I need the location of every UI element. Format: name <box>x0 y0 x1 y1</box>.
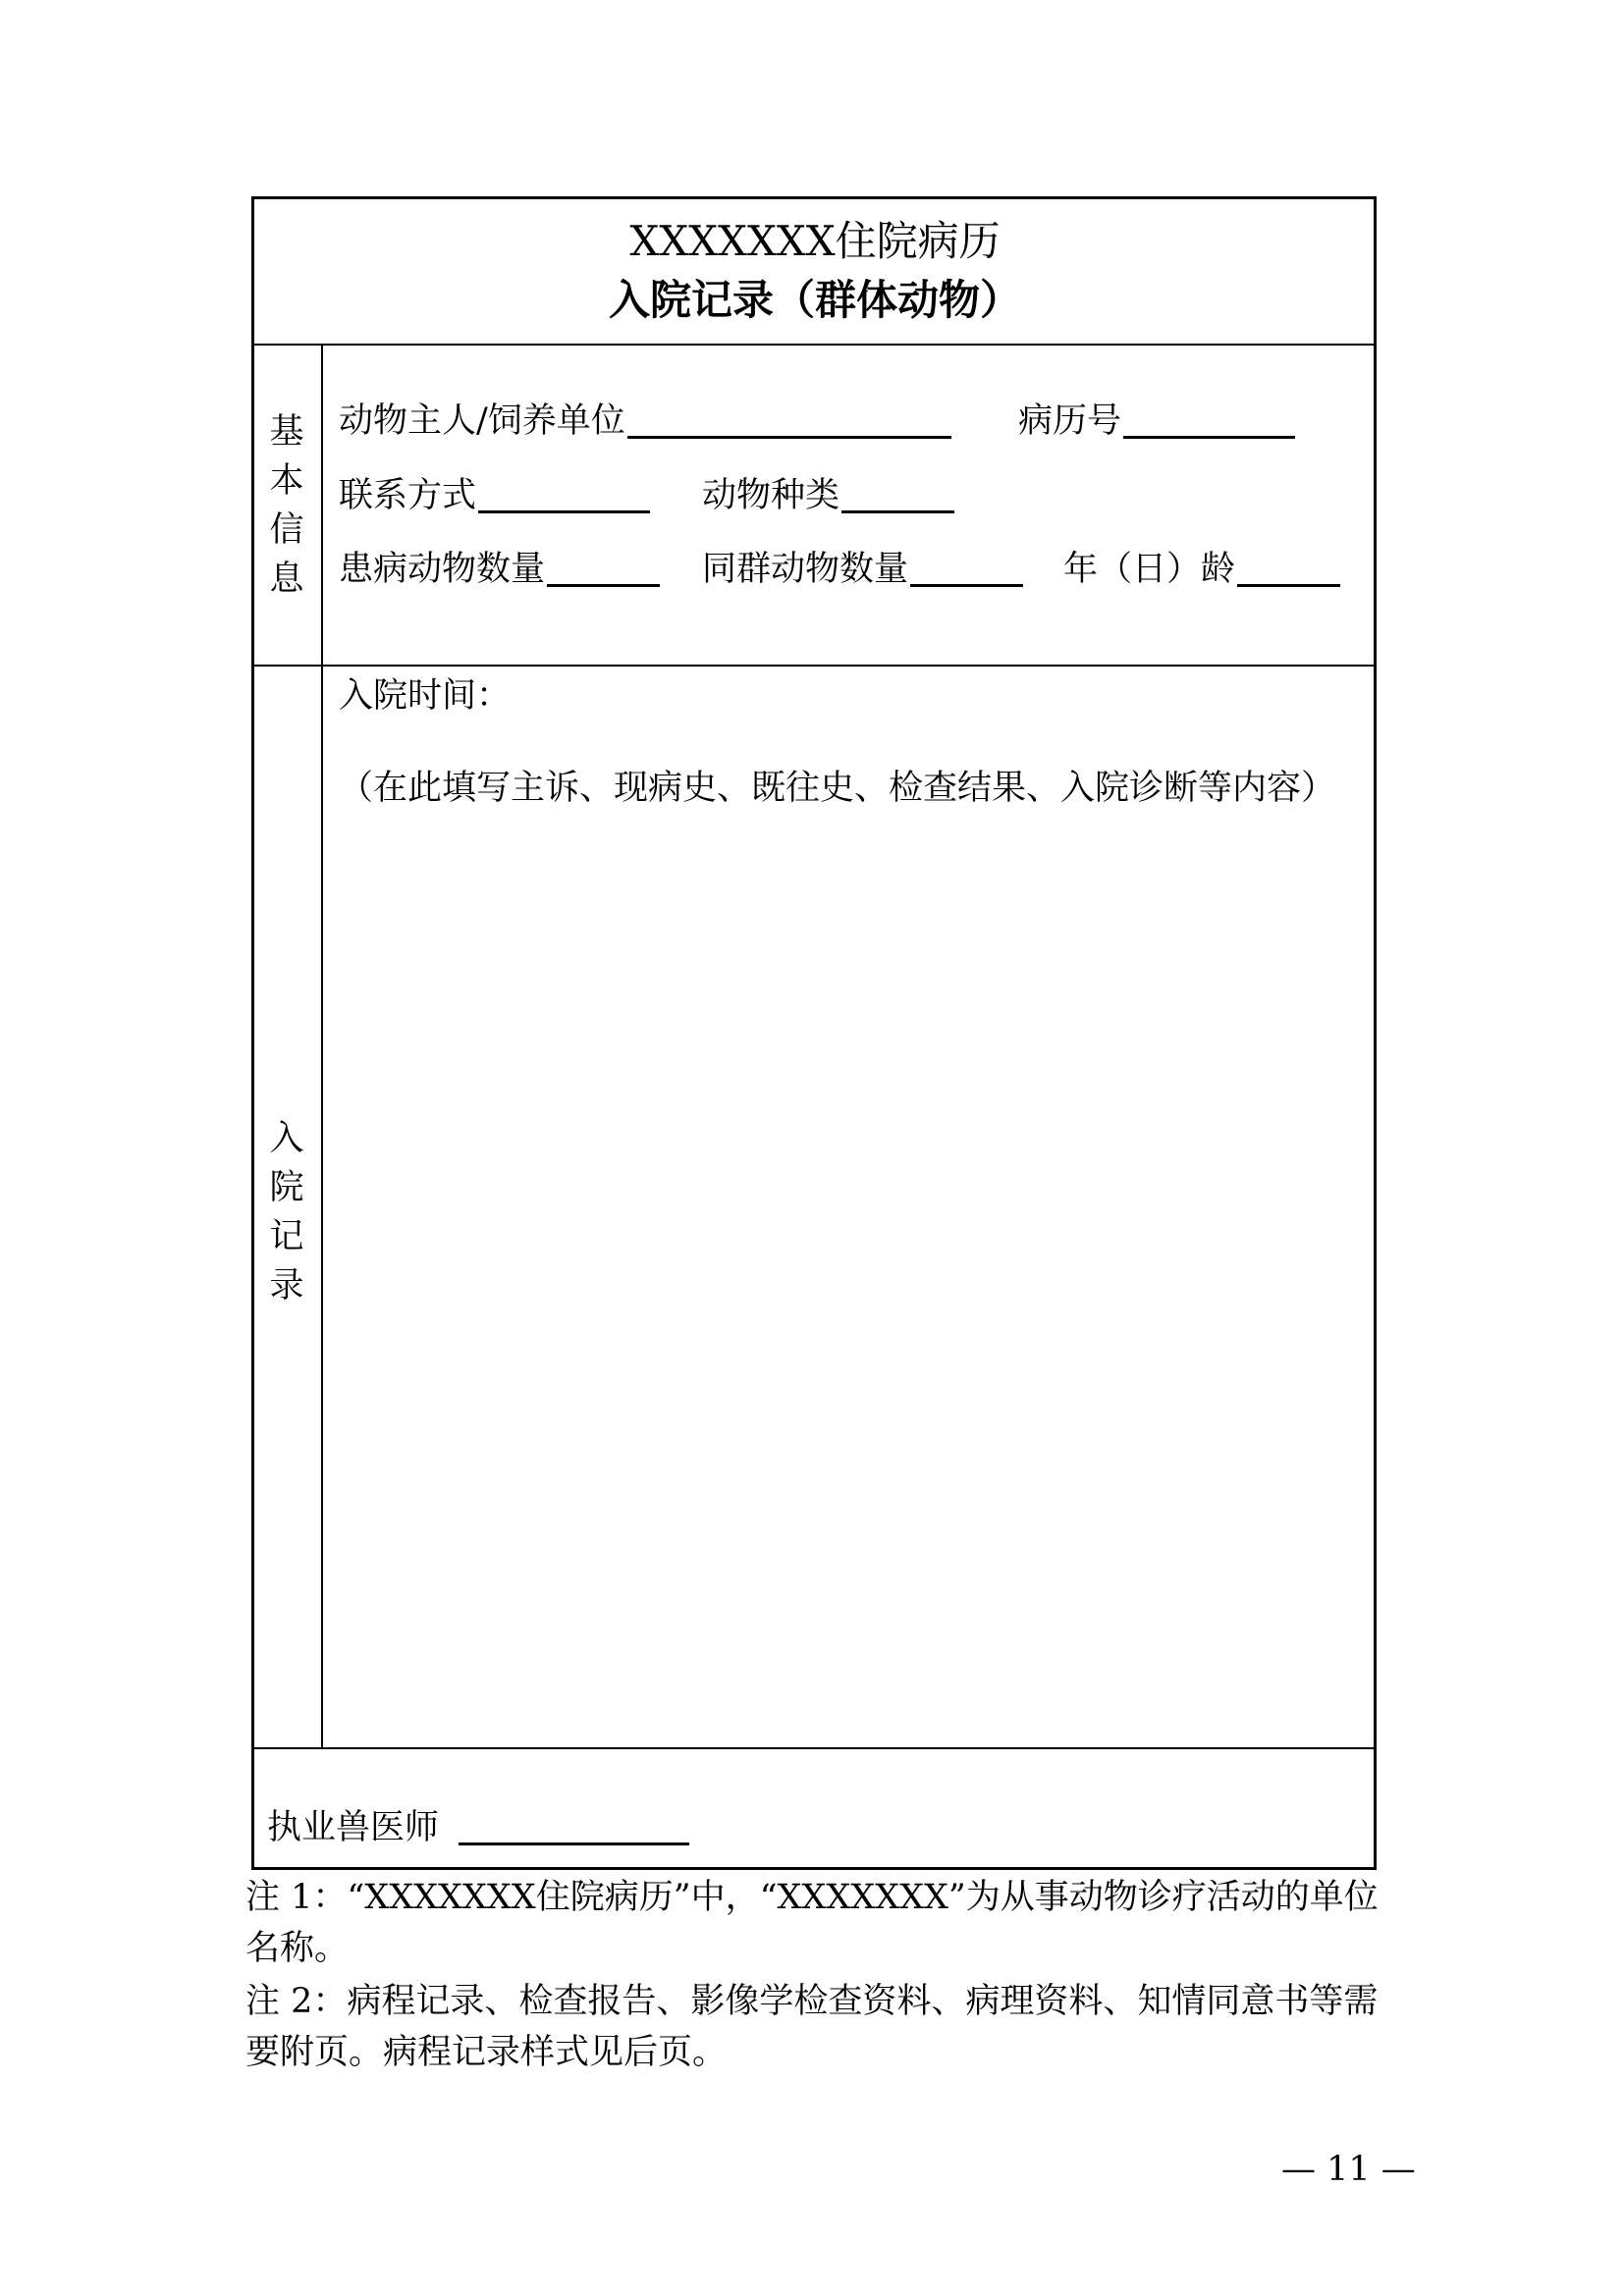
column-divider <box>321 345 323 1748</box>
owner-field[interactable] <box>339 402 951 439</box>
sick-count-label: 患病动物数量 <box>339 550 546 589</box>
herd-count-field[interactable] <box>702 551 1023 587</box>
vet-label: 执业兽医师 <box>267 1808 440 1847</box>
table-border-bottom <box>251 1867 1377 1870</box>
contact-field[interactable] <box>339 477 650 513</box>
record-number-field[interactable] <box>1018 402 1295 439</box>
herd-count-blank[interactable] <box>910 551 1023 587</box>
page-number: — 11 — <box>1281 2150 1416 2189</box>
herd-count-label: 同群动物数量 <box>702 550 909 589</box>
sick-count-blank[interactable] <box>547 551 660 587</box>
row-divider-basic <box>251 665 1377 667</box>
contact-label: 联系方式 <box>339 476 477 515</box>
contact-blank[interactable] <box>478 477 650 513</box>
note-1: 注 1：“XXXXXXX住院病历”中，“XXXXXXX”为从事动物诊疗活动的单位名称。 <box>245 1878 1379 1968</box>
age-label: 年（日）龄 <box>1063 550 1236 589</box>
species-blank[interactable] <box>841 477 954 513</box>
note-2: 注 2：病程记录、检查报告、影像学检查资料、病理资料、知情同意书等需要附页。病程记录样式见后页。 <box>245 1982 1379 2072</box>
form-title <box>253 217 1377 265</box>
record-number-blank[interactable] <box>1123 402 1295 439</box>
table-border-right <box>1374 196 1377 1870</box>
owner-blank[interactable] <box>627 402 951 439</box>
admission-time-label[interactable]: 入院时间： <box>339 676 512 716</box>
age-blank[interactable] <box>1237 551 1340 587</box>
species-label: 动物种类 <box>702 476 840 515</box>
owner-label: 动物主人/饲养单位 <box>339 401 625 441</box>
species-field[interactable] <box>702 477 954 513</box>
table-border-top <box>251 196 1377 199</box>
record-number-label: 病历号 <box>1018 401 1122 441</box>
vet-signature-blank[interactable] <box>459 1809 689 1845</box>
section-label-basic-info: 基 本 信 息 <box>269 412 304 599</box>
form-title-line1: XXXXXXX住院病历 <box>629 217 1001 265</box>
table-border-left <box>251 196 254 1870</box>
row-divider-admission <box>251 1747 1377 1749</box>
vet-signature-field[interactable] <box>267 1809 689 1845</box>
form-subtitle <box>253 276 1377 324</box>
sick-count-field[interactable] <box>339 551 660 587</box>
admission-instruction: （在此填写主诉、现病史、既往史、检查结果、入院诊断等内容） <box>339 769 1336 808</box>
section-label-admission-record: 入 院 记 录 <box>269 1119 304 1306</box>
form-title-line2: 入院记录（群体动物） <box>608 276 1021 324</box>
age-field[interactable] <box>1063 551 1340 587</box>
row-divider-title <box>251 344 1377 346</box>
